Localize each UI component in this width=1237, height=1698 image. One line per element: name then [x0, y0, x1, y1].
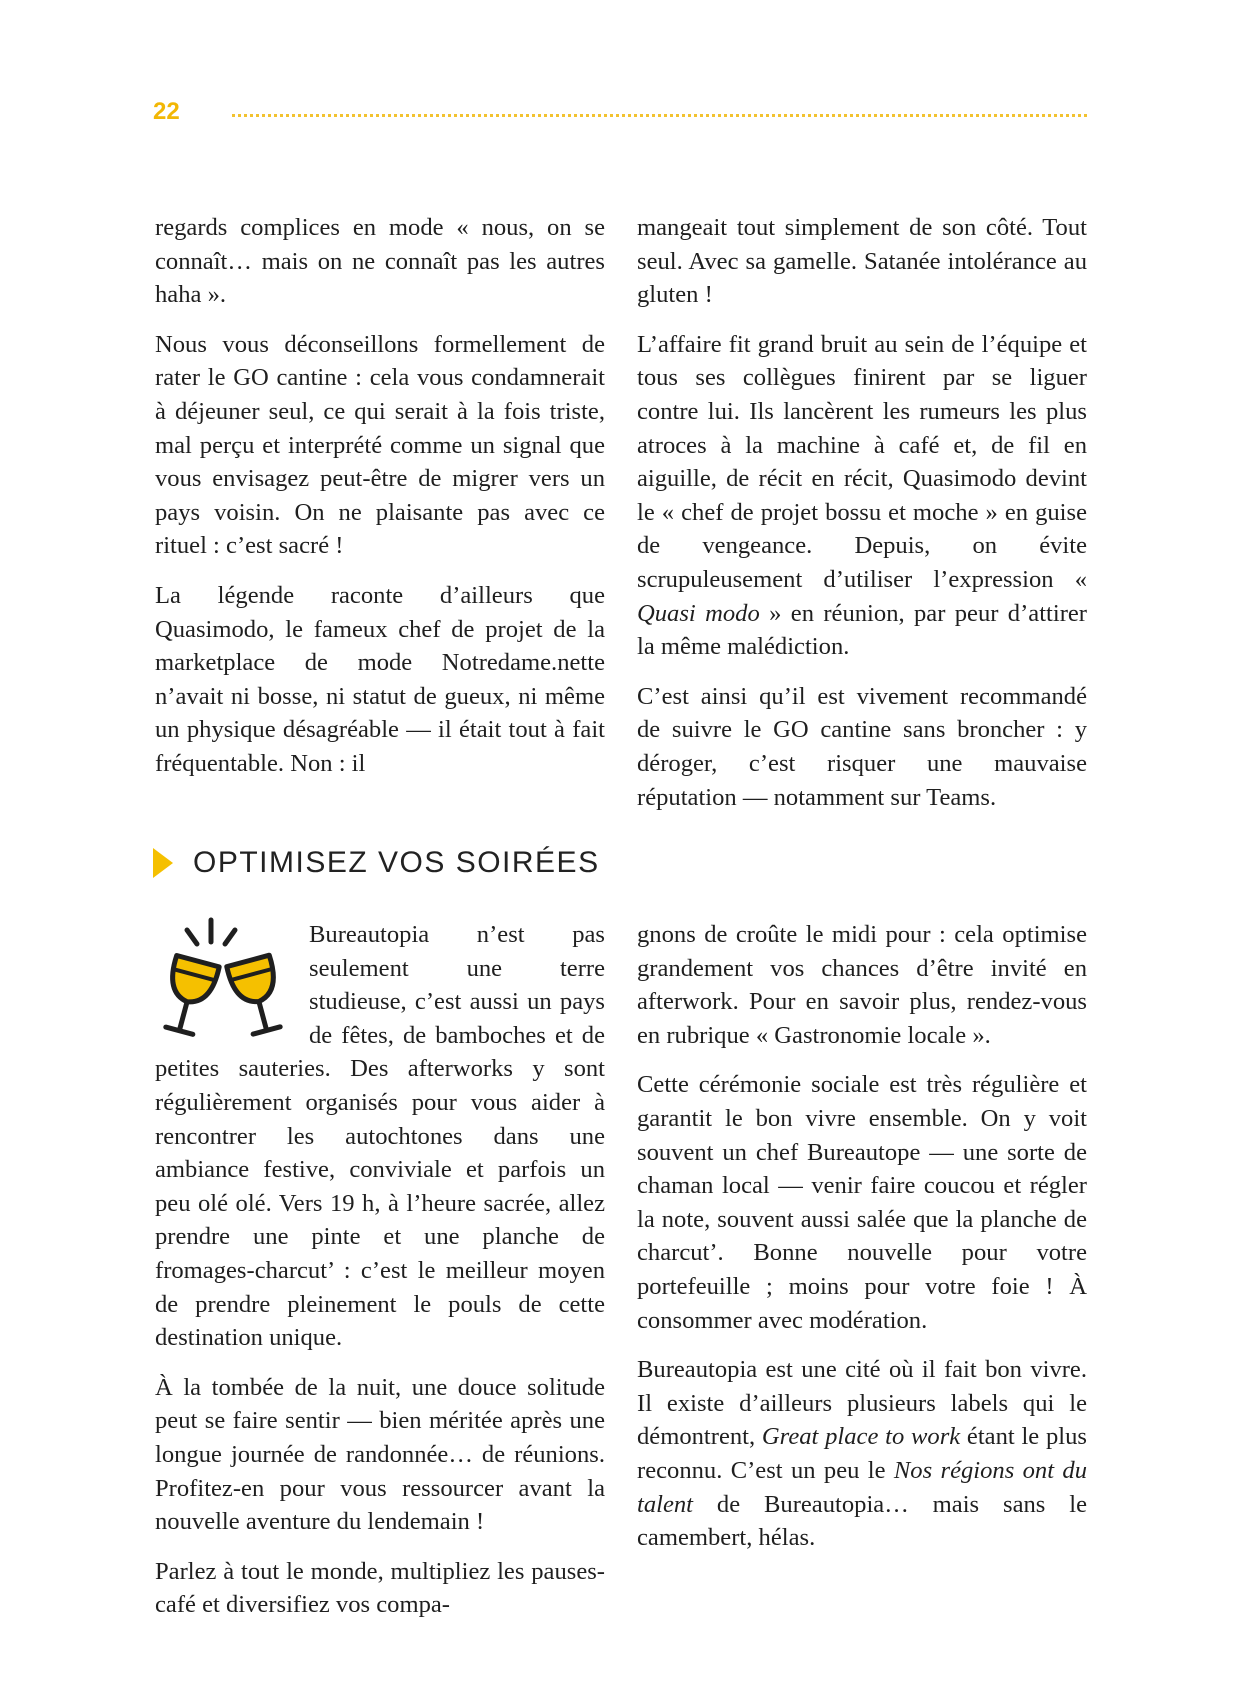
wine-glasses-toast-icon [155, 912, 293, 1042]
italic-run: Quasi modo [637, 599, 760, 627]
paragraph: Bureautopia n’est pas seulement une terre studieuse, c’est aussi un pays de fêtes, de bamboches et de petites sauteries. Des afterworks y sont régulièrement organisés pour vous aider à rencontrer les autochtones dans une ambiance festive, conviviale et parfois un peu olé olé. Vers 19 h, à l’heure sacrée, allez prendre une pinte et une planche de fromages-charcut’ : c’est le meilleur moyen de prendre pleinement le pouls de cette destination unique. [155, 921, 605, 1352]
paragraph: Nous vous déconseillons formellement de rater le GO cantine : cela vous condamnerait à déjeuner seul, ce qui serait à la fois triste, mal perçu et interprété comme un signal que vous envisagez peut-être de migrer vers un pays voisin. On ne plaisante pas avec ce rituel : c’est sacré ! [155, 330, 605, 560]
section-heading [153, 846, 600, 880]
paragraph: Cette cérémonie sociale est très régulière et garantit le bon vivre ensemble. On y voit souvent un chef Bureautope — une sorte de chaman local — venir faire coucou et régler la note, souvent aussi salée que la planche de charcut’. Bonne nouvelle pour votre portefeuille ; moins pour votre foie ! À consommer avec modération. [637, 1071, 1087, 1334]
bottom-left-column [155, 918, 605, 1638]
text-run: L’affaire fit grand bruit au sein de l’équipe et tous ses collègues finirent par se liguer contre lui. Ils lancèrent les rumeurs les plus atroces à la machine à café et, de fil en aiguille, de récit en récit, Quasimodo devint le « chef de projet bossu et moche » en guise de vengeance. Depuis, on évite scrupuleusement d’utiliser l’expression « [637, 330, 1087, 593]
paragraph: C’est ainsi qu’il est vivement recommandé de suivre le GO cantine sans broncher : y déroger, c’est risquer une mauvaise réputation — notamment sur Teams. [637, 682, 1087, 811]
bottom-right-column [637, 918, 1087, 1571]
italic-run: Great place to work [761, 1423, 961, 1451]
top-left-column [155, 211, 605, 797]
paragraph: À la tombée de la nuit, une douce solitude peut se faire sentir — bien méritée après une longue journée de randonnée… de réunions. Profitez-en pour vous ressourcer avant la nouvelle aventure du lendemain ! [155, 1373, 605, 1536]
text-run: » en réunion, par peur d’attirer la même malédiction. [637, 599, 1088, 661]
text-run: étant le plus reconnu. C’est un peu le [637, 1423, 1087, 1484]
italic-run: Nos régions ont du talent [637, 1456, 1087, 1518]
text-run: Bureautopia est une cité où il fait bon vivre. Il existe d’ailleurs plusieurs labels qui le démontrent, [637, 1356, 1087, 1451]
paragraph [637, 1353, 1087, 1555]
paragraph: mangeait tout simplement de son côté. Tout seul. Avec sa gamelle. Satanée intolérance au gluten ! [637, 214, 1087, 309]
triangle-marker-icon [153, 848, 173, 878]
paragraph [637, 328, 1087, 664]
paragraph: La légende raconte d’ailleurs que Quasimodo, le fameux chef de projet de la marketplace de mode Notredame.nette n’avait ni bosse, ni statut de gueux, ni même un physique désagréable — il était tout à fait fréquentable. Non : il [155, 581, 605, 777]
page-number: 22 [153, 98, 180, 125]
section-heading-text: OPTIMISEZ VOS SOIRÉES [193, 846, 600, 879]
top-right-column [637, 211, 1087, 830]
paragraph: regards complices en mode « nous, on se connaît… mais on ne connaît pas les autres haha ». [155, 214, 605, 309]
text-run: de Bureautopia… mais sans le camembert, hélas. [637, 1490, 1087, 1552]
paragraph: Parlez à tout le monde, multipliez les pauses-café et diversifiez vos compa- [155, 1557, 605, 1619]
paragraph: gnons de croûte le midi pour : cela optimise grandement vos chances d’être invité en afterwork. Pour en savoir plus, rendez-vous en rubrique « Gastronomie locale ». [637, 921, 1087, 1049]
header-dotted-rule [232, 114, 1087, 117]
